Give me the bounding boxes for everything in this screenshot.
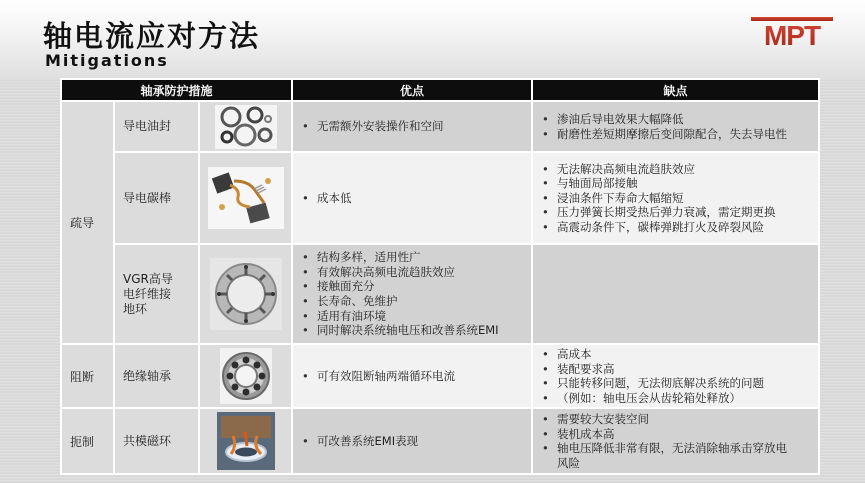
pro-item: • 可改善系统EMI表现: [297, 434, 525, 449]
pro-item: • 同时解决系统轴电压和改善系统EMI: [297, 323, 525, 338]
con-item: • 压力弹簧长期受热后弹力衰减，需定期更换: [537, 205, 812, 220]
table-header-row: [61, 79, 819, 101]
pros-cell: [292, 408, 532, 474]
con-item-continuation: 风险: [557, 455, 580, 470]
con-item: • 耐磨性差短期摩擦后变间隙配合，失去导电性: [537, 127, 812, 142]
table-row: [61, 152, 819, 244]
page-subtitle: Mitigations: [45, 51, 169, 70]
page-title: 轴电流应对方法: [43, 19, 261, 53]
cons-cell: [532, 101, 819, 152]
con-item: • （例如：轴电压会从齿轮箱处释放）: [537, 391, 812, 406]
con-item: • 浸油条件下寿命大幅缩短: [537, 191, 812, 206]
pro-item: • 有效解决高频电流趋肤效应: [297, 265, 525, 280]
mpt-logo: [749, 14, 835, 48]
con-item: • 装机成本高: [537, 427, 812, 442]
carbon-brush-image: [199, 152, 292, 244]
insulated-bearing-image: [199, 344, 292, 408]
mitigations-table: [60, 78, 820, 475]
table-row: [61, 101, 819, 152]
con-item: • 与轴面局部接触: [537, 176, 812, 191]
measure-line: VGR高导: [123, 271, 173, 286]
category-cell: 疏导: [61, 101, 114, 344]
con-item: • 装配要求高: [537, 362, 812, 377]
con-item: • 只能转移问题，无法彻底解决系统的问题: [537, 376, 812, 391]
con-item: • 渗油后导电效果大幅降低: [537, 112, 812, 127]
measure-cell: [114, 244, 199, 344]
table-row: [61, 244, 819, 344]
header-pros: 优点: [292, 79, 532, 101]
con-item: • 无法解决高频电流趋肤效应: [537, 162, 812, 177]
pros-cell: [292, 152, 532, 244]
pro-item: • 接触面充分: [297, 279, 525, 294]
svg-text:MPT: MPT: [763, 20, 821, 48]
con-item: • 高震动条件下，碳棒弹跳打火及碎裂风险: [537, 220, 812, 235]
cons-cell: [532, 152, 819, 244]
pro-item: • 成本低: [297, 191, 525, 206]
header-measure: 轴承防护措施: [61, 79, 292, 101]
measure-cell: 绝缘轴承: [114, 344, 199, 408]
pros-cell: [292, 344, 532, 408]
common-mode-choke-image: [199, 408, 292, 474]
category-cell: 扼制: [61, 408, 114, 474]
grounding-ring-image: [199, 244, 292, 344]
cons-cell: [532, 408, 819, 474]
seal-rings-image: [199, 101, 292, 152]
con-item: • 轴电压降低非常有限，无法消除轴承击穿放电: [537, 441, 812, 456]
measure-line: 电纤维接: [123, 286, 172, 301]
pro-item: • 适用有油环境: [297, 309, 525, 324]
measure-cell: 导电油封: [114, 101, 199, 152]
cons-cell: [532, 244, 819, 344]
con-item: • 需要较大安装空间: [537, 412, 812, 427]
pro-item: • 结构多样，适用性广: [297, 250, 525, 265]
table-row: [61, 344, 819, 408]
pro-item: • 长寿命、免维护: [297, 294, 525, 309]
pros-cell: [292, 101, 532, 152]
cons-cell: [532, 344, 819, 408]
measure-cell: 导电碳棒: [114, 152, 199, 244]
header-cons: 缺点: [532, 79, 819, 101]
con-item: • 高成本: [537, 347, 812, 362]
category-cell: 阻断: [61, 344, 114, 408]
measure-line: 地环: [123, 301, 148, 316]
pros-cell: [292, 244, 532, 344]
pro-item: • 无需额外安装操作和空间: [297, 119, 525, 134]
measure-cell: 共模磁环: [114, 408, 199, 474]
table-row: [61, 408, 819, 474]
pro-item: • 可有效阻断轴两端循环电流: [297, 369, 525, 384]
